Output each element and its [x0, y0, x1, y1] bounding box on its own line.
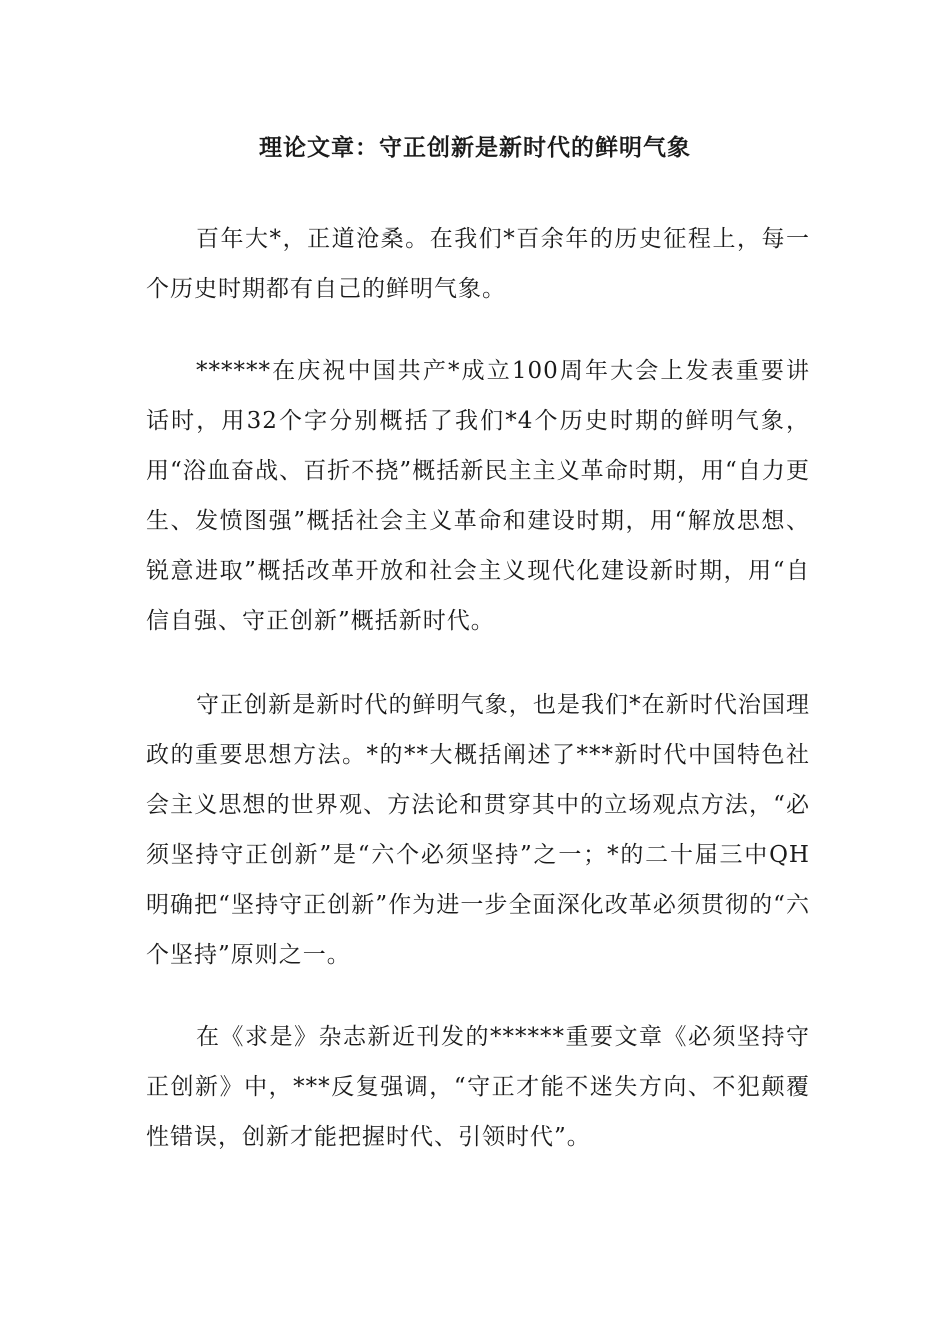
paragraph-4: 在《求是》杂志新近刊发的******重要文章《必须坚持守正创新》中，***反复强调，“守正才能不迷失方向、不犯颠覆性错误，创新才能把握时代、引领时代”。 — [146, 1024, 810, 1150]
paragraph-3: 守正创新是新时代的鲜明气象，也是我们*在新时代治国理政的重要思想方法。*的**大概括阐述了***新时代中国特色社会主义思想的世界观、方法论和贯穿其中的立场观点方法，“必须坚持守正创新”是“六个必须坚持”之一；*的二十届三中QH明确把“坚持守正创新”作为进一步全面深化改革必须贯彻的“六个坚持”原则之一。 — [146, 692, 810, 968]
document-title: 理论文章：守正创新是新时代的鲜明气象 — [259, 135, 691, 161]
paragraph-1: 百年大*，正道沧桑。在我们*百余年的历史征程上，每一个历史时期都有自己的鲜明气象。 — [146, 226, 810, 302]
paragraph-2: ******在庆祝中国共产*成立100周年大会上发表重要讲话时，用32个字分别概括了我们*4个历史时期的鲜明气象，用“浴血奋战、百折不挠”概括新民主主义革命时期，用“自力更生、发愤图强”概括社会主义革命和建设时期，用“解放思想、锐意进取”概括改革开放和社会主义现代化建设新时期，用“自信自强、守正创新”概括新时代。 — [146, 358, 810, 634]
